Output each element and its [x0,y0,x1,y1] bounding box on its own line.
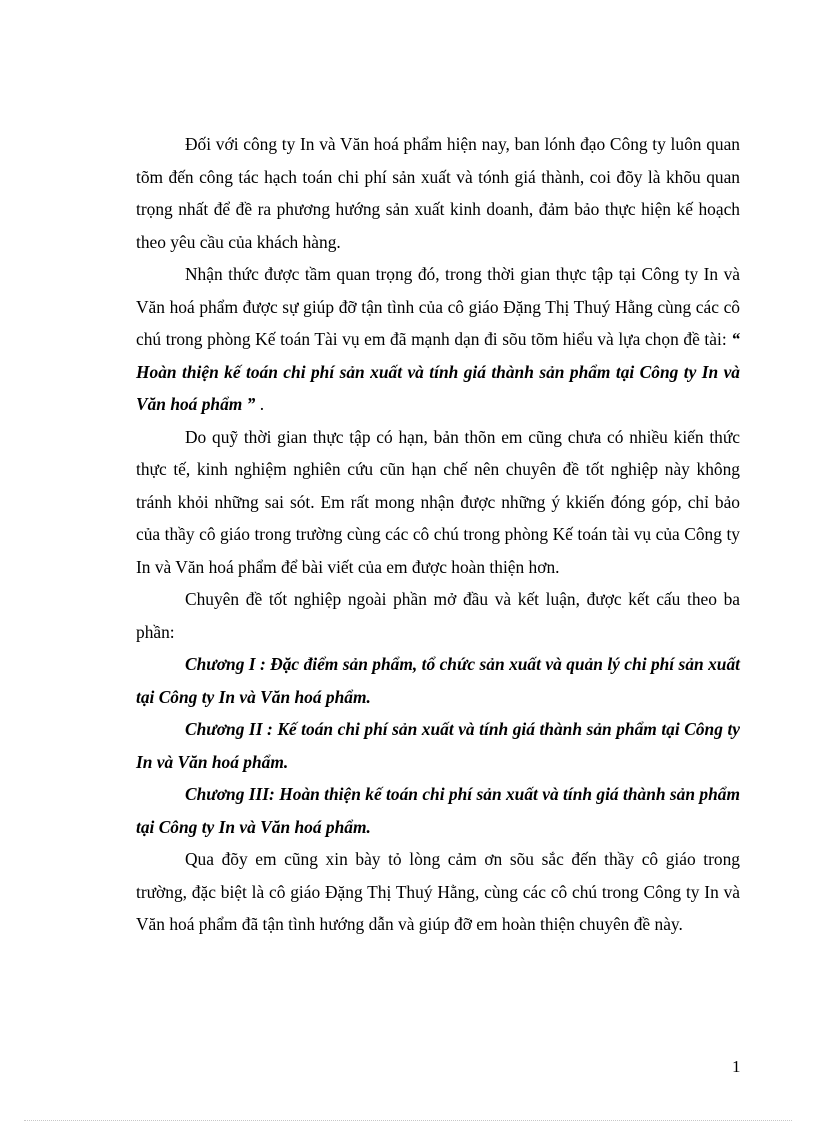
paragraph-limitations: Do quỹ thời gian thực tập có hạn, bản thõn em cũng chưa có nhiều kiến thức thực tế, kinh nghiệm nghiên cứu cũn hạn chế nên chuyên đề tốt nghiệp này không tránh khỏi những sai sót. Em rất mong nhận được những ý kkiến đóng góp, chỉ bảo của thầy cô giáo trong trường cùng các cô chú trong phòng Kế toán tài vụ của Công ty In và Văn hoá phẩm để bài viết của em được hoàn thiện hơn. [136,426,740,577]
paragraph-structure: Chuyên đề tốt nghiệp ngoài phần mở đầu và kết luận, được kết cấu theo ba phần: [136,589,740,642]
paragraph-acknowledgement: Qua đõy em cũng xin bày tỏ lòng cảm ơn sõu sắc đến thầy cô giáo trong trường, đặc biệt là cô giáo Đặng Thị Thuý Hằng, cùng các cô chú trong Công ty In và Văn hoá phẩm đã tận tình hướng dẫn và giúp đỡ em hoàn thiện chuyên đề này. [136,849,740,934]
paragraph-intro: Đối với công ty In và Văn hoá phẩm hiện nay, ban lónh đạo Công ty luôn quan tõm đến công tác hạch toán chi phí sản xuất và tónh giá thành, coi đõy là khõu quan trọng nhất để đề ra phương hướng sản xuất kinh doanh, đảm bảo thực hiện kế hoạch theo yêu cầu của khách hàng. [136,134,740,252]
chapter-2-heading: Chương II : Kế toán chi phí sản xuất và tính giá thành sản phẩm tại Công ty In và Văn hoá phẩm. [136,719,740,772]
paragraph-topic-end: . [255,394,265,414]
page-number: 1 [732,1057,741,1076]
chapter-3-heading: Chương III: Hoàn thiện kế toán chi phí sản xuất và tính giá thành sản phẩm tại Công ty In và Văn hoá phẩm. [136,784,740,837]
thesis-title: “ Hoàn thiện kế toán chi phí sản xuất và tính giá thành sản phẩm tại Công ty In và Văn hoá phẩm ” [136,329,740,414]
chapter-1-heading: Chương I : Đặc điểm sản phẩm, tổ chức sản xuất và quản lý chi phí sản xuất tại Công ty In và Văn hoá phẩm. [136,654,740,707]
document-body [136,128,740,941]
paragraph-topic [136,258,740,421]
paragraph-topic-text: Nhận thức được tầm quan trọng đó, trong thời gian thực tập tại Công ty In và Văn hoá phẩm được sự giúp đỡ tận tình của cô giáo Đặng Thị Thuý Hằng cùng các cô chú trong phòng Kế toán Tài vụ em đã mạnh dạn đi sõu tõm hiểu và lựa chọn đề tài: [136,264,740,349]
page-bottom-divider [24,1120,792,1121]
